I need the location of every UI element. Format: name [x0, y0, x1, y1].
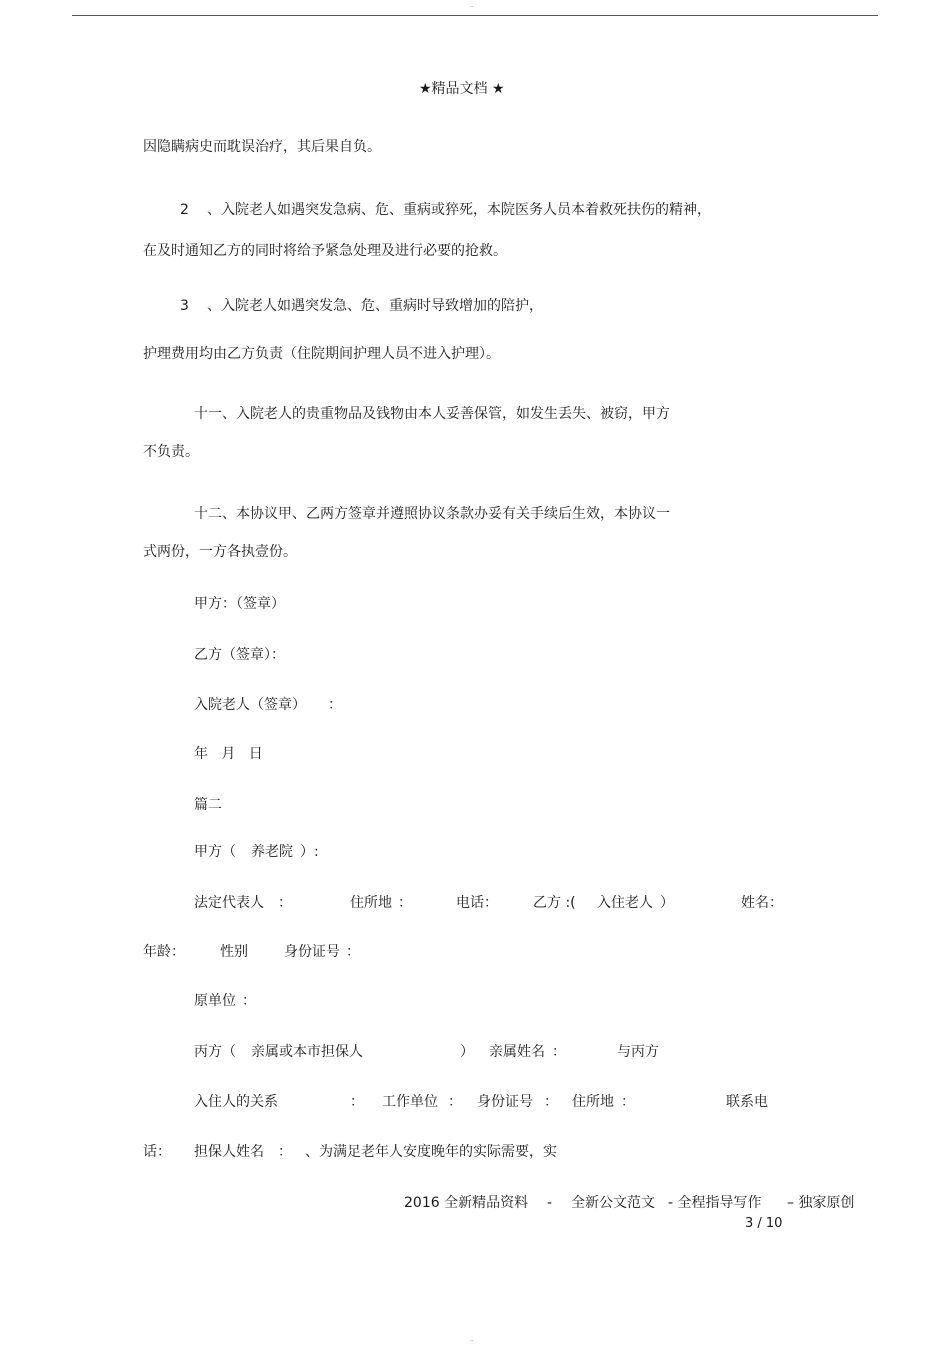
field-relationship: 入住人的关系	[194, 1094, 278, 1110]
body-line: 护理费用均由乙方负责（住院期间护理人员不进入护理）。	[143, 346, 500, 362]
body-line: 不负责。	[143, 444, 199, 460]
field-party-c-close: ）	[460, 1044, 474, 1060]
party-a-name: 养老院	[251, 844, 293, 860]
field-address-c-colon: ：	[621, 1094, 635, 1110]
field-guarantor-name: 担保人姓名	[194, 1144, 264, 1160]
footer-slogan-dash: -	[547, 1195, 553, 1211]
field-party-c-desc: 亲属或本市担保人	[251, 1044, 363, 1060]
clause-twelve: 十二、本协议甲、乙两方签章并遵照协议条款办妥有关手续后生效，本协议一	[194, 506, 670, 522]
body-line: 式两份，一方各执壹份。	[143, 544, 297, 560]
body-line: 、为满足老年人安度晚年的实际需要，实	[305, 1144, 557, 1160]
footer-slogan-year: 2016 全新精品资料	[404, 1195, 529, 1211]
page-number: 3 / 10	[745, 1216, 783, 1231]
body-line: 、入院老人如遇突发急、危、重病时导致增加的陪护，	[207, 298, 543, 314]
field-id-number-colon: ：	[346, 944, 360, 960]
signature-party-a: 甲方：（签章）	[194, 596, 285, 612]
field-with-party-c: 与丙方	[617, 1044, 659, 1060]
field-legal-rep: 法定代表人	[194, 895, 264, 911]
field-work-unit-colon: ：	[448, 1094, 462, 1110]
field-contact-phone: 联系电	[726, 1094, 768, 1110]
footer-slogan-original: – 独家原创	[787, 1195, 855, 1211]
body-line: 因隐瞒病史而耽误治疗，其后果自负。	[143, 139, 381, 155]
field-former-unit-colon: ：	[242, 993, 256, 1009]
field-contact-phone-cont: 话：	[143, 1144, 171, 1160]
section-title: 篇二	[194, 797, 222, 813]
field-address-c: 住所地	[572, 1094, 614, 1110]
body-line: 在及时通知乙方的同时将给予紧急处理及进行必要的抢救。	[143, 243, 507, 259]
item-number: 3	[180, 298, 189, 314]
field-phone: 电话：	[456, 895, 498, 911]
bottom-page-mark: ..	[470, 1336, 474, 1343]
footer-slogan-docs: 全新公文范文	[571, 1195, 655, 1211]
signature-resident-label: 入院老人（签章）	[194, 697, 306, 713]
party-a-open: 甲方（	[194, 844, 236, 860]
signature-party-b: 乙方（签章）：	[194, 647, 285, 663]
field-age: 年龄：	[143, 944, 185, 960]
page-header: ★精品文档 ★	[419, 81, 505, 97]
field-relationship-colon: ：	[350, 1094, 364, 1110]
field-id-number-c-colon: ：	[544, 1094, 558, 1110]
item-number: 2	[180, 202, 189, 218]
top-page-mark: ..	[470, 2, 474, 9]
field-id-number: 身份证号	[284, 944, 340, 960]
field-guarantor-name-colon: ：	[278, 1144, 292, 1160]
signature-date: 年 月 日	[194, 746, 263, 762]
field-address: 住所地	[350, 895, 392, 911]
field-id-number-c: 身份证号	[477, 1094, 533, 1110]
signature-resident-colon: ：	[328, 697, 342, 713]
field-former-unit: 原单位	[194, 993, 236, 1009]
footer-slogan-guide: - 全程指导写作	[668, 1195, 762, 1211]
field-name: 姓名：	[741, 895, 783, 911]
field-legal-rep-colon: ：	[278, 895, 292, 911]
field-relative-name: 亲属姓名	[489, 1044, 545, 1060]
field-party-c-open: 丙方（	[194, 1044, 236, 1060]
field-party-b-open: 乙方 :(	[533, 895, 576, 911]
field-party-b-close: ）	[660, 895, 674, 911]
body-line: 、入院老人如遇突发急病、危、重病或猝死，本院医务人员本着救死扶伤的精神，	[207, 202, 711, 218]
field-gender: 性别	[220, 944, 248, 960]
field-party-b-name: 入住老人	[597, 895, 653, 911]
header-rule	[72, 15, 878, 16]
field-relative-name-colon: ：	[552, 1044, 566, 1060]
field-address-colon: ：	[398, 895, 412, 911]
field-work-unit: 工作单位	[382, 1094, 438, 1110]
clause-eleven: 十一、入院老人的贵重物品及钱物由本人妥善保管，如发生丢失、被窃，甲方	[194, 406, 670, 422]
party-a-close: ）:	[300, 844, 319, 860]
